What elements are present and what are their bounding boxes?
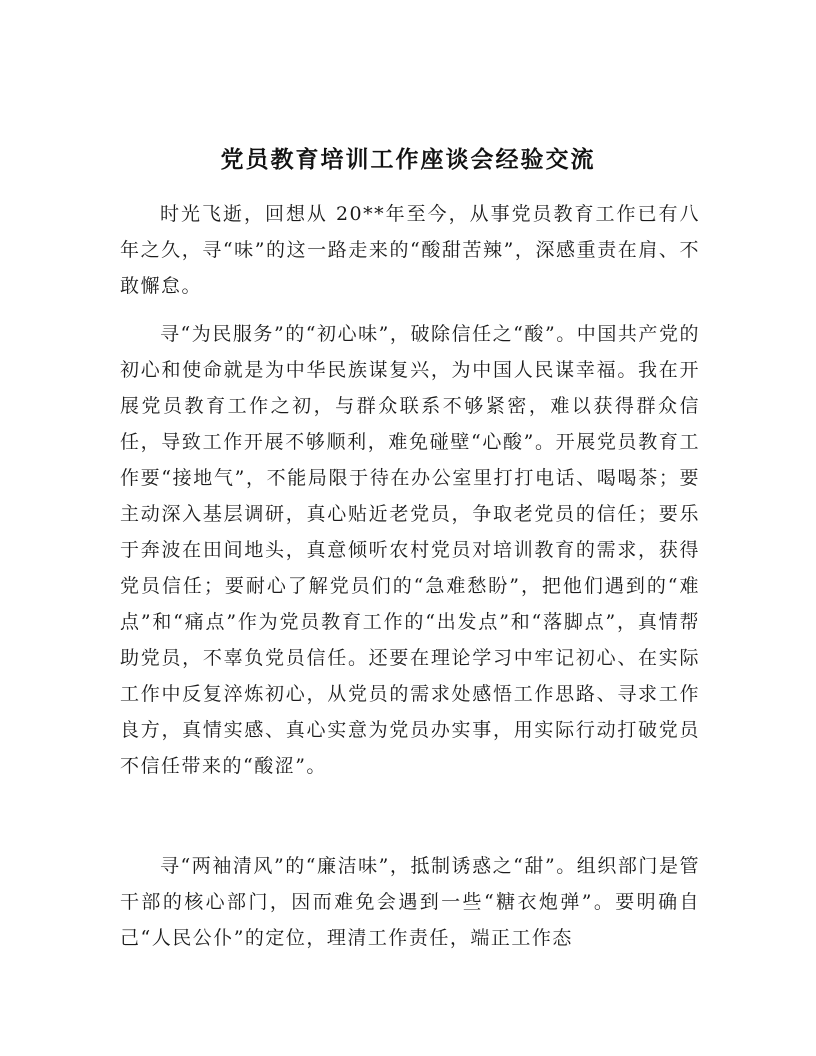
- document-title: 党员教育培训工作座谈会经验交流: [220, 147, 596, 173]
- paragraph-initial-intention: 寻“为民服务”的“初心味”，破除信任之“酸”。中国共产党的初心和使命就是为中华民族谋复兴，为中国人民谋幸福。我在开展党员教育工作之初，与群众联系不够紧密，难以获得群众信任，导致工作开展不够顺利，难免碰壁“心酸”。开展党员教育工作要“接地气”，不能局限于待在办公室里打打电话、喝喝茶；要主动深入基层调研，真心贴近老党员，争取老党员的信任；要乐于奔波在田间地头，真意倾听农村党员对培训教育的需求，获得党员信任；要耐心了解党员们的“急难愁盼”，把他们遇到的“难点”和“痛点”作为党员教育工作的“出发点”和“落脚点”，真情帮助党员，不辜负党员信任。还要在理论学习中牢记初心、在实际工作中反复淬炼初心，从党员的需求处感悟工作思路、寻求工作良方，真情实感、真心实意为党员办实事，用实际行动打破党员不信任带来的“酸涩”。: [120, 323, 700, 777]
- paragraph-intro: 时光飞逝，回想从 20**年至今，从事党员教育工作已有八年之久，寻“味”的这一路走来的“酸甜苦辣”，深感重责在肩、不敢懈怠。: [120, 203, 700, 297]
- paragraph-integrity: 寻“两袖清风”的“廉洁味”，抵制诱惑之“甜”。组织部门是管干部的核心部门，因而难免会遇到一些“糖衣炮弹”。要明确自己“人民公仆”的定位，理清工作责任，端正工作态: [120, 855, 700, 949]
